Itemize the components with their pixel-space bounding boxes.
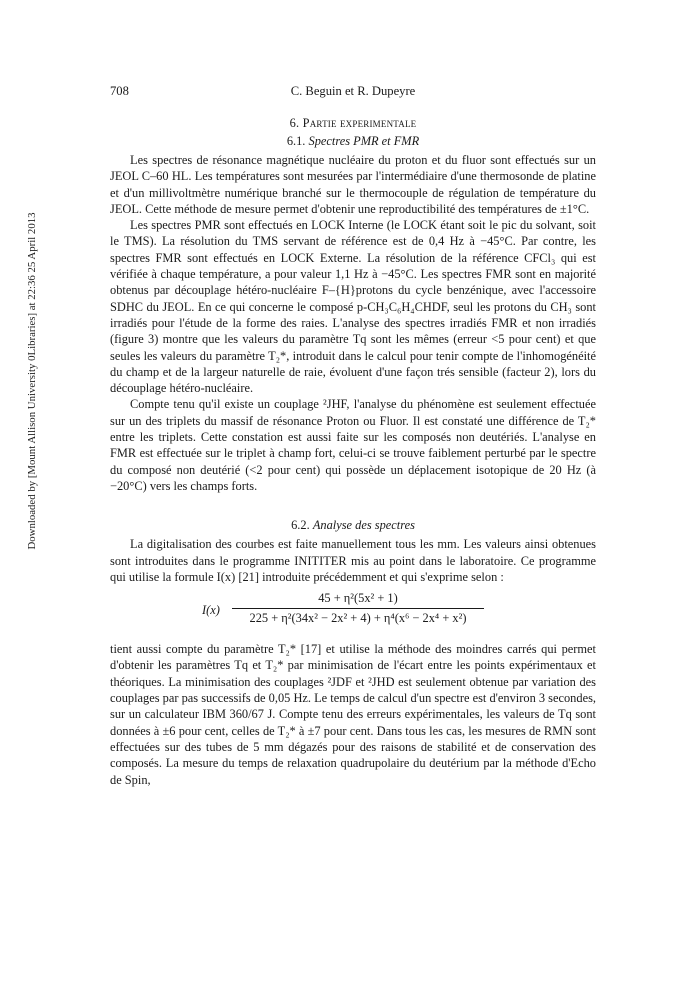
- subsection-heading-1: [110, 134, 596, 149]
- running-head-authors: C. Beguin et R. Dupeyre: [290, 84, 416, 98]
- equation-fraction: [232, 591, 484, 626]
- paragraph: La digitalisation des courbes est faite manuellement tous les mm. Les valeurs ainsi obtenues sont introduites dans le programme INITITER mis au point dans le laboratoire. Ce programme qui utilise la formule I(x) [21] introduite précédemment et qui s'exprime selon :: [110, 537, 596, 584]
- download-watermark-text: Downloaded by [Mount Allison University 0Libraries] at 22:36 25 April 2013: [26, 212, 38, 550]
- paragraph: Les spectres PMR sont effectués en LOCK Interne (le LOCK étant soit le pic du solvant, soit le TMS). La résolution du TMS servant de référence est de 0,4 Hz à −45°C. Par contre, les spectres FMR sont effectués en LOCK Externe. La résolution de la référence CFCl₃ qui est vérifiée à chaque température, a pour valeur 1,1 Hz à −45°C. Les spectres FMR sont en majorité obtenus par découplage hétéro-nucléaire F–{H}protons du cycle benzénique, avec l'accessoire SDHC du JEOL. En ce qui concerne le composé p-CH₃C₆H₄CHDF, seul les protons du CH₃ sont irradiés pour l'étude de la forme des raies. L'analyse des spectres irradiés FMR et non irradiés (figure 3) montre que les valeurs du paramètre Tq sont les mêmes (erreur <5 pour cent) et que seules les valeurs du paramètre T₂*, introduit dans le calcul pour tenir compte de l'inhomogénéité du champ et de la largeur naturelle de raie, évoluent d'une façon trés sensible (facteur 2), lors du découplage hétéro-nucléaire.: [110, 218, 596, 396]
- section-number: 6.: [289, 116, 300, 130]
- subsection-number-1: 6.1.: [286, 134, 306, 148]
- equation: [110, 591, 596, 633]
- paragraph: Les spectres de résonance magnétique nucléaire du proton et du fluor sont effectués sur un JEOL C–60 HL. Les températures sont mesurées par l'intermédiaire d'une thermosonde de platine et d'un millivoltmètre numérique branché sur le thermocouple de régulation de température du JEOL. Cette méthode de mesure permet d'obtenir une reproductibilité des températures de ±1°C.: [110, 153, 596, 216]
- page-number: 708: [110, 84, 129, 98]
- section-title: Partie experimentale: [302, 116, 417, 130]
- page-body: [110, 84, 596, 788]
- subsection-title-2: Analyse des spectres: [312, 518, 415, 533]
- subsection-heading-2: [110, 518, 596, 533]
- section-heading: [110, 116, 596, 131]
- running-head: [110, 84, 596, 104]
- paragraph: tient aussi compte du paramètre T₂* [17] et utilise la méthode des moindres carrés qui permet d'obtenir les paramètres Tq et T₂* par minimisation de l'écart entre les points expérimentaux et théoriques. La minimisation des couplages ²JDF et ²JHD est seulement obtenue par variation des couplages par pas successifs de 0,05 Hz. Le temps de calcul d'un spectre est d'environ 3 secondes, sur un calculateur IBM 360/67 J. Compte tenu des erreurs expérimentales, les valeurs de Tq sont données à ±6 pour cent, celles de T₂* à ±7 pour cent. Dans tous les cas, les mesures de RMN sont effectuées sur des tubes de 5 mm dégazés pour des raisons de stabilité et de conservation des composés. La mesure du temps de relaxation quadrupolaire du deutérium par la méthode d'Echo de Spin,: [110, 642, 596, 787]
- subsection-title-1: Spectres PMR et FMR: [308, 134, 420, 148]
- equation-lhs: I(x): [202, 603, 220, 618]
- subsection-number-2: 6.2.: [291, 518, 310, 533]
- equation-numerator: 45 + η²(5x² + 1): [318, 591, 398, 606]
- paragraph: Compte tenu qu'il existe un couplage ²JHF, l'analyse du phénomène est seulement effectuée sur un des triplets du massif de résonance Proton ou Fluor. Il est constaté une différence de T₂* entre les triplets. Cette constation est aussi faite sur les composés non deutériés. L'analyse en FMR est effectuée sur le triplet à champ fort, celui-ci se trouve faiblement perturbé par le spectre du composé non deutérié (<2 pour cent) qui possède un déplacement isotopique de 20 Hz (à −20°C) vers les champs forts.: [110, 397, 596, 493]
- equation-denominator: 225 + η²(34x² − 2x² + 4) + η⁴(x⁶ − 2x⁴ + x²): [249, 611, 467, 626]
- download-watermark: [2, 86, 38, 676]
